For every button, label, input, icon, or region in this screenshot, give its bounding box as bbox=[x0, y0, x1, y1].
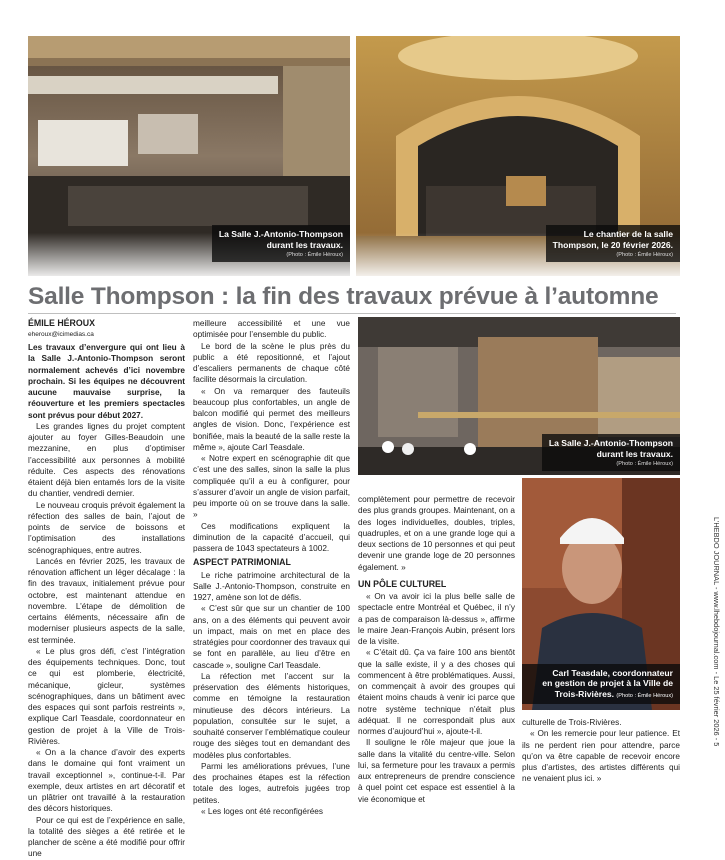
caption-title: Le chantier de la salle bbox=[583, 229, 673, 239]
caption-title: Thompson, le 20 février 2026. bbox=[552, 239, 673, 250]
section-heading: UN PÔLE CULTUREL bbox=[358, 578, 447, 589]
photo-credit: (Photo : Émile Héroux) bbox=[616, 252, 673, 258]
caption-title: La Salle J.-Antonio-Thompson bbox=[548, 438, 673, 448]
paragraph: « Les loges ont été reconfigérées bbox=[201, 806, 323, 816]
paragraph: Pour ce qui est de l’expérience en salle, la totalité des sièges a été retirée et le plancher de scène a été modifié pour offrir une bbox=[28, 815, 185, 859]
paragraph: Parmi les améliorations prévues, l’une des prochaines étapes est la réfection totale des loges, autrefois jugées trop petites. bbox=[193, 761, 350, 805]
article-column-2 bbox=[193, 318, 350, 817]
paragraph: « Notre expert en scénographie dit que c’est une des salles, sinon la salle la plus compliquée qu’il a eu à configurer, pour s’assurer d’avoir un angle de vision parfait, peu importe où on se trouve dans la salle. » bbox=[193, 454, 350, 520]
author-name: ÉMILE HÉROUX bbox=[28, 318, 95, 328]
photo-renovation-interior bbox=[28, 36, 350, 276]
paragraph: complètement pour permettre de recevoir des plus grands groupes. Maintenant, on a des loges individuelles, doubles, triples, quadruples, et on a une grande loge qui a deux sections de 10 personnes et qui peut devenir une grande loge de 20 personnes également. » bbox=[358, 495, 515, 572]
paragraph: Le bord de la scène le plus près du public a été repositionné, et l’ajout d’escaliers permanents de chaque côté facilite désormais la circulation. bbox=[193, 341, 350, 385]
paragraph: meilleure accessibilité et une vue optimisée pour l’ensemble du public. bbox=[193, 319, 350, 340]
paragraph: « Le plus gros défi, c’est l’intégration des équipements techniques. Donc, tout ce qui est plomberie, électricité, mécanique, gicleur, systèmes scénographiques, dans un bâtiment avec des espaces qui sont parfois restreints », explique Carl Teasdale, coordonnateur en gestion de projet à la Ville de Trois-Rivières. bbox=[28, 646, 185, 746]
photo-carl-teasdale bbox=[522, 478, 680, 710]
photo-theatre-scaffolding bbox=[358, 317, 680, 475]
article-headline: Salle Thompson : la fin des travaux prévue à l’automne bbox=[28, 283, 659, 310]
caption-title-part: Trois-Rivières. bbox=[554, 688, 615, 699]
folio-text: L’HEBDO JOURNAL - www.lhebdojournal.com - Le 25 février 2026 - 5 bbox=[712, 517, 721, 747]
paragraph: culturelle de Trois-Rivières. bbox=[522, 718, 622, 727]
photo-credit: (Photo : Émile Héroux) bbox=[286, 252, 343, 258]
page-folio bbox=[709, 517, 723, 772]
photo-caption bbox=[542, 434, 680, 471]
paragraph: Ces modifications expliquent la diminution de la capacité d’accueil, qui passera de 1043 spectateurs à 1002. bbox=[193, 521, 350, 553]
photo-caption bbox=[522, 664, 680, 705]
paragraph: Les grandes lignes du projet comptent ajouter au foyer Gilles-Beaudoin une mezzanine, en plus d’optimiser l’accessibilité aux personnes à mobilité réduite. Ces aspects des rénovations étaient déjà bien entamés lors de la visite du chantier, vendredi dernier. bbox=[28, 421, 185, 499]
paragraph: « On a la chance d’avoir des experts dans le domaine qui font vraiment un travail exceptionnel », continue-t-il. Par exemple, deux artistes en art décoratif et un plâtrier ont travaillé à la restauration des décors historiques. bbox=[28, 748, 185, 814]
paragraph: Le riche patrimoine architectural de la Salle J.-Antonio-Thompson, construite en 1927, amène son lot de défis. bbox=[193, 570, 350, 602]
photo-credit: (Photo : Émile Héroux) bbox=[616, 692, 673, 699]
paragraph: « On va remarquer des fauteuils beaucoup plus confortables, un angle de balcon modifié qui permet des meilleurs angles de vision. Donc, l’expérience est bonifiée, mais la beauté de la salle reste la même », ajoute Carl Teasdale. bbox=[193, 386, 350, 452]
caption-title: en gestion de projet à la Ville de bbox=[542, 678, 673, 688]
author-email[interactable]: eheroux@icimedias.ca bbox=[28, 331, 94, 338]
caption-title: Carl Teasdale, coordonnateur bbox=[552, 667, 673, 678]
caption-title: La Salle J.-Antonio-Thompson bbox=[218, 229, 343, 239]
paragraph: Le nouveau croquis prévoit également la réfection des salles de bain, l’ajout de points de service de boissons et l’optimisation des installations scénographiques, entre autres. bbox=[28, 500, 185, 555]
photo-construction-site bbox=[356, 36, 680, 276]
photo-credit: (Photo : Émile Héroux) bbox=[616, 461, 673, 467]
section-heading: ASPECT PATRIMONIAL bbox=[193, 557, 291, 568]
article-lead: Les travaux d’envergure qui ont lieu à la Salle J.-Antonio-Thompson seront normalement achevés d’ici novembre prochain. Si les équipes ne découvrent aucune mauvaise surprise, la réouverture et les premiers spectacles sont prévus pour début 2027. bbox=[28, 343, 185, 420]
caption-title: durant les travaux. bbox=[266, 239, 343, 250]
caption-title bbox=[529, 689, 673, 702]
article-column-4 bbox=[522, 717, 680, 785]
paragraph: Il souligne le rôle majeur que joue la salle dans la vitalité du centre-ville. Selon lui, sa fermeture pour les travaux a permis aux entrepreneurs de prendre conscience à quel point cet espace est essentiel à la vie économique et bbox=[358, 738, 515, 804]
article-column-1 bbox=[28, 318, 185, 860]
photo-caption bbox=[546, 225, 680, 262]
paragraph: Lancés en février 2025, les travaux de rénovation affichent un léger décalage : la fin des travaux, initialement prévue pour octobre, est maintenant attendue en novembre. L’étape de démolition de certains éléments, nécessaire afin de moderniser plusieurs aspects de la salle, est terminée. bbox=[28, 556, 185, 645]
paragraph: « C’était dû. Ça va faire 100 ans bientôt que la salle existe, il y a des choses qui commencent à être problématiques. Aussi, on commençait à avoir des groupes qui étaient moins chauds à venir ici parce que notre système technique n’était plus adéquat. Il ne correspondait plus aux normes d’aujourd’hui », ajoute-t-il. bbox=[358, 648, 515, 736]
paragraph: « On va avoir ici la plus belle salle de spectacle entre Montréal et Québec, il n’y a pas de comparaison là-dessus », affirme le maire Jean-François Aubin, présent lors de la visite. bbox=[358, 592, 515, 646]
headline-divider bbox=[28, 313, 676, 314]
paragraph: « C’est sûr que sur un chantier de 100 ans, on a des éléments qui peuvent avoir un impact, mais on met en place des stratégies pour coordonner des travaux qui se font en parallèle, au lieu d’être en cascade », souligne Carl Teasdale. bbox=[193, 604, 350, 670]
article-column-3 bbox=[358, 494, 515, 805]
paragraph: « On les remercie pour leur patience. Et ils ne perdent rien pour attendre, parce qu’on va être capable de recevoir encore plus d’artistes, des artistes différents qui ne venaient plus ici. » bbox=[522, 729, 680, 784]
paragraph: La réfection met l’accent sur la préservation des éléments historiques, comme en témoigne la restauration minutieuse des décors intérieurs. La population, consultée sur le sujet, a souhaité conserver l’emblématique couleur rouge des sièges tout en demandant des modèles plus confortables. bbox=[193, 671, 350, 760]
caption-title: durant les travaux. bbox=[596, 448, 673, 459]
photo-caption bbox=[212, 225, 350, 262]
